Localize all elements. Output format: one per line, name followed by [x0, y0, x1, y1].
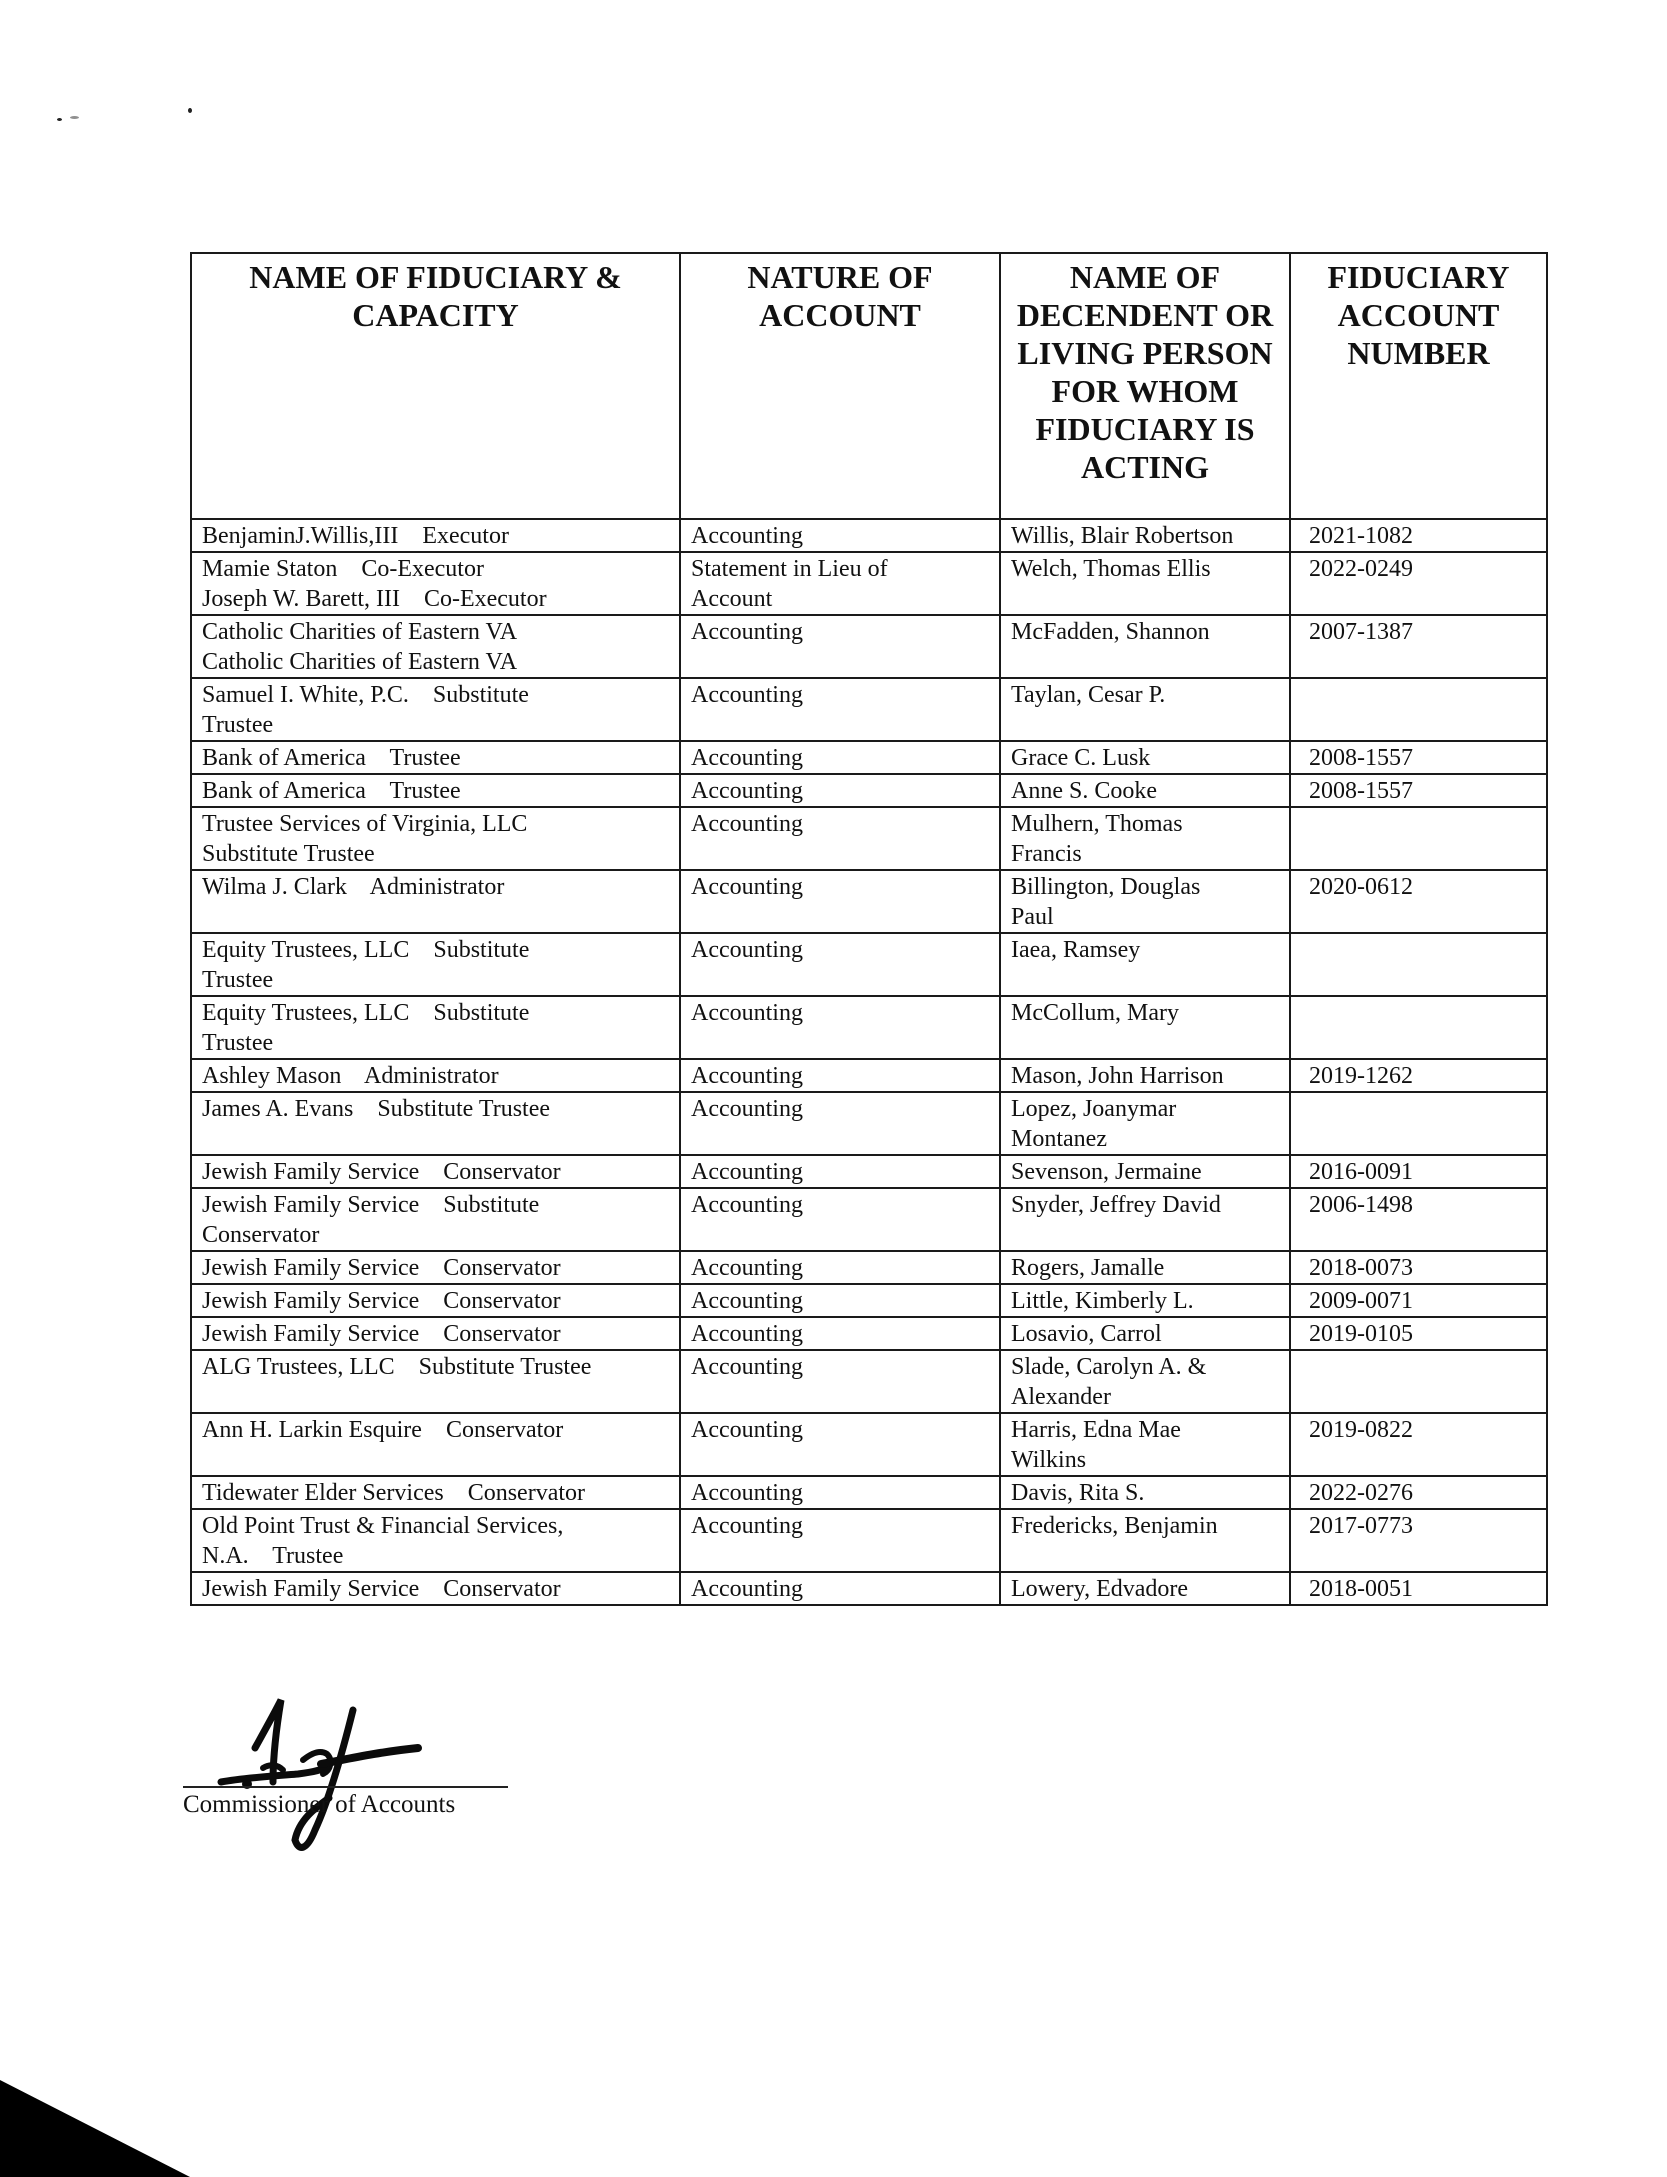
cell-nature-line: Accounting: [691, 778, 803, 804]
cell-fiduciary: [191, 933, 680, 996]
cell-nature: [680, 741, 1000, 774]
table-row: [191, 1572, 1547, 1605]
cell-person: [1000, 1509, 1290, 1572]
cell-nature-line: Account: [691, 586, 773, 612]
cell-person-line: Taylan, Cesar P.: [1011, 682, 1166, 708]
table-row: [191, 1509, 1547, 1572]
cell-nature-line: Accounting: [691, 1000, 803, 1026]
table-row: [191, 615, 1547, 678]
cell-nature: [680, 996, 1000, 1059]
table-row: [191, 933, 1547, 996]
cell-fiduciary: [191, 774, 680, 807]
signature-block: [183, 1690, 513, 1860]
cell-nature-line: Accounting: [691, 1576, 803, 1602]
cell-nature-line: Accounting: [691, 523, 803, 549]
column-header-nature: NATURE OF ACCOUNT: [680, 253, 1000, 519]
cell-nature-line: Accounting: [691, 1255, 803, 1281]
cell-fiduciary: [191, 1092, 680, 1155]
cell-fiduciary: [191, 1284, 680, 1317]
table-row: [191, 1092, 1547, 1155]
cell-fiduciary-line: Jewish Family Service Conservator: [202, 1321, 561, 1347]
cell-person: [1000, 1059, 1290, 1092]
column-header-fiduciary: NAME OF FIDUCIARY & CAPACITY: [191, 253, 680, 519]
cell-fiduciary-line: Bank of America Trustee: [202, 778, 461, 804]
cell-account-number: 2008-1557: [1290, 774, 1547, 807]
cell-nature-line: Accounting: [691, 619, 803, 645]
cell-fiduciary-line: Trustee: [202, 967, 274, 993]
cell-fiduciary-line: BenjaminJ.Willis,III Executor: [202, 523, 509, 549]
cell-fiduciary-line: Trustee Services of Virginia, LLC: [202, 811, 528, 837]
cell-nature: [680, 1317, 1000, 1350]
cell-person: [1000, 552, 1290, 615]
cell-account-number: 2017-0773: [1290, 1509, 1547, 1572]
table-row: [191, 1317, 1547, 1350]
cell-person-line: Mason, John Harrison: [1011, 1063, 1224, 1089]
cell-person-line: Snyder, Jeffrey David: [1011, 1192, 1221, 1218]
cell-fiduciary-line: Trustee: [202, 1030, 274, 1056]
cell-account-number: 2019-1262: [1290, 1059, 1547, 1092]
table-row: [191, 519, 1547, 552]
cell-fiduciary: [191, 519, 680, 552]
cell-account-number: [1290, 807, 1547, 870]
table-row: [191, 774, 1547, 807]
cell-fiduciary: [191, 1350, 680, 1413]
cell-person-line: Anne S. Cooke: [1011, 778, 1157, 804]
cell-nature: [680, 1155, 1000, 1188]
cell-account-number: 2021-1082: [1290, 519, 1547, 552]
cell-account-number: 2022-0249: [1290, 552, 1547, 615]
cell-person: [1000, 741, 1290, 774]
table-row: [191, 1413, 1547, 1476]
cell-person: [1000, 774, 1290, 807]
cell-nature-line: Accounting: [691, 1417, 803, 1443]
table-row: [191, 807, 1547, 870]
cell-person: [1000, 1092, 1290, 1155]
cell-nature-line: Accounting: [691, 1063, 803, 1089]
table-row: [191, 996, 1547, 1059]
cell-nature: [680, 1092, 1000, 1155]
cell-fiduciary-line: Jewish Family Service Conservator: [202, 1288, 561, 1314]
table-row: [191, 1188, 1547, 1251]
cell-person: [1000, 615, 1290, 678]
cell-account-number: 2022-0276: [1290, 1476, 1547, 1509]
cell-fiduciary: [191, 1059, 680, 1092]
cell-person-line: Little, Kimberly L.: [1011, 1288, 1194, 1314]
cell-fiduciary-line: Jewish Family Service Conservator: [202, 1159, 561, 1185]
cell-fiduciary: [191, 1188, 680, 1251]
cell-nature-line: Accounting: [691, 1480, 803, 1506]
cell-person: [1000, 519, 1290, 552]
cell-nature: [680, 1350, 1000, 1413]
cell-person: [1000, 1284, 1290, 1317]
cell-person-line: Wilkins: [1011, 1447, 1087, 1473]
cell-fiduciary-line: Samuel I. White, P.C. Substitute: [202, 682, 529, 708]
cell-nature: [680, 1284, 1000, 1317]
cell-account-number: [1290, 1092, 1547, 1155]
cell-nature-line: Accounting: [691, 1354, 803, 1380]
cell-nature-line: Accounting: [691, 1321, 803, 1347]
cell-nature-line: Accounting: [691, 1513, 803, 1539]
cell-person-line: McCollum, Mary: [1011, 1000, 1179, 1026]
cell-nature: [680, 1251, 1000, 1284]
cell-person: [1000, 1251, 1290, 1284]
cell-nature: [680, 870, 1000, 933]
cell-person-line: Slade, Carolyn A. &: [1011, 1354, 1207, 1380]
table-row: [191, 1251, 1547, 1284]
cell-account-number: 2008-1557: [1290, 741, 1547, 774]
cell-nature-line: Accounting: [691, 811, 803, 837]
cell-fiduciary-line: Tidewater Elder Services Conservator: [202, 1480, 586, 1506]
cell-person: [1000, 678, 1290, 741]
cell-person-line: Billington, Douglas: [1011, 874, 1201, 900]
cell-fiduciary-line: ALG Trustees, LLC Substitute Trustee: [202, 1354, 592, 1380]
cell-account-number: 2009-0071: [1290, 1284, 1547, 1317]
cell-person: [1000, 1317, 1290, 1350]
cell-nature: [680, 807, 1000, 870]
cell-nature: [680, 615, 1000, 678]
cell-fiduciary: [191, 870, 680, 933]
cell-person-line: Davis, Rita S.: [1011, 1480, 1145, 1506]
cell-person: [1000, 1350, 1290, 1413]
cell-fiduciary-line: Ann H. Larkin Esquire Conservator: [202, 1417, 564, 1443]
cell-person-line: Mulhern, Thomas: [1011, 811, 1183, 837]
cell-person-line: Willis, Blair Robertson: [1011, 523, 1234, 549]
scan-corner-shadow: [0, 2080, 190, 2177]
cell-person: [1000, 1155, 1290, 1188]
cell-fiduciary-line: Old Point Trust & Financial Services,: [202, 1513, 564, 1539]
cell-account-number: [1290, 996, 1547, 1059]
cell-account-number: 2019-0105: [1290, 1317, 1547, 1350]
table-row: [191, 1155, 1547, 1188]
cell-fiduciary: [191, 1155, 680, 1188]
cell-fiduciary-line: Equity Trustees, LLC Substitute: [202, 937, 530, 963]
cell-person: [1000, 933, 1290, 996]
cell-fiduciary: [191, 1572, 680, 1605]
cell-account-number: 2018-0051: [1290, 1572, 1547, 1605]
cell-person: [1000, 807, 1290, 870]
table-row: [191, 1059, 1547, 1092]
cell-nature-line: Accounting: [691, 1096, 803, 1122]
cell-nature: [680, 933, 1000, 996]
cell-fiduciary: [191, 1251, 680, 1284]
cell-nature: [680, 519, 1000, 552]
cell-fiduciary-line: Catholic Charities of Eastern VA: [202, 619, 518, 645]
cell-person-line: McFadden, Shannon: [1011, 619, 1210, 645]
cell-fiduciary-line: Catholic Charities of Eastern VA: [202, 649, 518, 675]
cell-person-line: Francis: [1011, 841, 1082, 867]
cell-fiduciary: [191, 1476, 680, 1509]
cell-person: [1000, 1413, 1290, 1476]
cell-nature-line: Accounting: [691, 1288, 803, 1314]
cell-person-line: Lowery, Edvadore: [1011, 1576, 1189, 1602]
cell-fiduciary-line: Jewish Family Service Substitute: [202, 1192, 540, 1218]
cell-fiduciary: [191, 1317, 680, 1350]
table-row: [191, 678, 1547, 741]
cell-person-line: Lopez, Joanymar: [1011, 1096, 1177, 1122]
cell-nature: [680, 1476, 1000, 1509]
cell-person-line: Iaea, Ramsey: [1011, 937, 1141, 963]
cell-fiduciary-line: Conservator: [202, 1222, 320, 1248]
cell-account-number: 2006-1498: [1290, 1188, 1547, 1251]
cell-fiduciary: [191, 1413, 680, 1476]
column-header-person: NAME OF DECENDENT OR LIVING PERSON FOR WHOM FIDUCIARY IS ACTING: [1000, 253, 1290, 519]
cell-fiduciary-line: James A. Evans Substitute Trustee: [202, 1096, 551, 1122]
cell-person: [1000, 996, 1290, 1059]
cell-account-number: [1290, 933, 1547, 996]
cell-fiduciary: [191, 807, 680, 870]
cell-person: [1000, 1572, 1290, 1605]
cell-nature-line: Accounting: [691, 874, 803, 900]
cell-nature-line: Accounting: [691, 1159, 803, 1185]
cell-person-line: Alexander: [1011, 1384, 1111, 1410]
scan-speck: [57, 118, 62, 121]
signature-line: [183, 1786, 508, 1788]
cell-account-number: 2018-0073: [1290, 1251, 1547, 1284]
cell-nature: [680, 1572, 1000, 1605]
cell-fiduciary-line: Ashley Mason Administrator: [202, 1063, 499, 1089]
cell-person-line: Paul: [1011, 904, 1054, 930]
cell-fiduciary-line: Wilma J. Clark Administrator: [202, 874, 505, 900]
handwritten-signature-icon: [203, 1690, 443, 1860]
cell-nature: [680, 1059, 1000, 1092]
cell-fiduciary: [191, 996, 680, 1059]
cell-fiduciary-line: Joseph W. Barett, III Co-Executor: [202, 586, 547, 612]
cell-nature-line: Accounting: [691, 682, 803, 708]
scan-speck: [70, 116, 79, 119]
cell-person: [1000, 870, 1290, 933]
signature-caption: Commissioner of Accounts: [183, 1791, 456, 1818]
cell-fiduciary: [191, 678, 680, 741]
table-row: [191, 870, 1547, 933]
cell-fiduciary: [191, 1509, 680, 1572]
cell-account-number: 2020-0612: [1290, 870, 1547, 933]
cell-fiduciary-line: Jewish Family Service Conservator: [202, 1255, 561, 1281]
scan-speck: [188, 108, 192, 113]
cell-fiduciary-line: Mamie Staton Co-Executor: [202, 556, 484, 582]
cell-nature: [680, 1509, 1000, 1572]
cell-fiduciary-line: Trustee: [202, 712, 274, 738]
cell-person-line: Fredericks, Benjamin: [1011, 1513, 1218, 1539]
cell-person-line: Sevenson, Jermaine: [1011, 1159, 1202, 1185]
cell-account-number: 2019-0822: [1290, 1413, 1547, 1476]
cell-nature: [680, 678, 1000, 741]
table-row: [191, 1476, 1547, 1509]
cell-person-line: Losavio, Carrol: [1011, 1321, 1162, 1347]
cell-nature-line: Accounting: [691, 937, 803, 963]
table-row: [191, 741, 1547, 774]
cell-account-number: [1290, 678, 1547, 741]
cell-fiduciary-line: Bank of America Trustee: [202, 745, 461, 771]
cell-nature: [680, 774, 1000, 807]
cell-fiduciary-line: Substitute Trustee: [202, 841, 375, 867]
table-row: [191, 552, 1547, 615]
cell-fiduciary: [191, 552, 680, 615]
cell-nature: [680, 552, 1000, 615]
cell-person: [1000, 1188, 1290, 1251]
cell-fiduciary-line: Equity Trustees, LLC Substitute: [202, 1000, 530, 1026]
column-header-account-number: FIDUCIARY ACCOUNT NUMBER: [1290, 253, 1547, 519]
cell-nature-line: Accounting: [691, 745, 803, 771]
fiduciary-accounts-table: [190, 252, 1548, 1606]
table-row: [191, 1284, 1547, 1317]
cell-nature-line: Statement in Lieu of: [691, 556, 888, 582]
cell-person-line: Grace C. Lusk: [1011, 745, 1151, 771]
cell-account-number: 2016-0091: [1290, 1155, 1547, 1188]
cell-fiduciary: [191, 615, 680, 678]
cell-person-line: Harris, Edna Mae: [1011, 1417, 1181, 1443]
table-header-row: [191, 253, 1547, 519]
cell-fiduciary-line: N.A. Trustee: [202, 1543, 344, 1569]
cell-account-number: 2007-1387: [1290, 615, 1547, 678]
cell-nature-line: Accounting: [691, 1192, 803, 1218]
table-body: [191, 519, 1547, 1605]
cell-fiduciary-line: Jewish Family Service Conservator: [202, 1576, 561, 1602]
cell-person-line: Montanez: [1011, 1126, 1107, 1152]
cell-nature: [680, 1188, 1000, 1251]
cell-nature: [680, 1413, 1000, 1476]
cell-person-line: Welch, Thomas Ellis: [1011, 556, 1211, 582]
cell-person: [1000, 1476, 1290, 1509]
cell-account-number: [1290, 1350, 1547, 1413]
cell-person-line: Rogers, Jamalle: [1011, 1255, 1165, 1281]
cell-fiduciary: [191, 741, 680, 774]
table-row: [191, 1350, 1547, 1413]
